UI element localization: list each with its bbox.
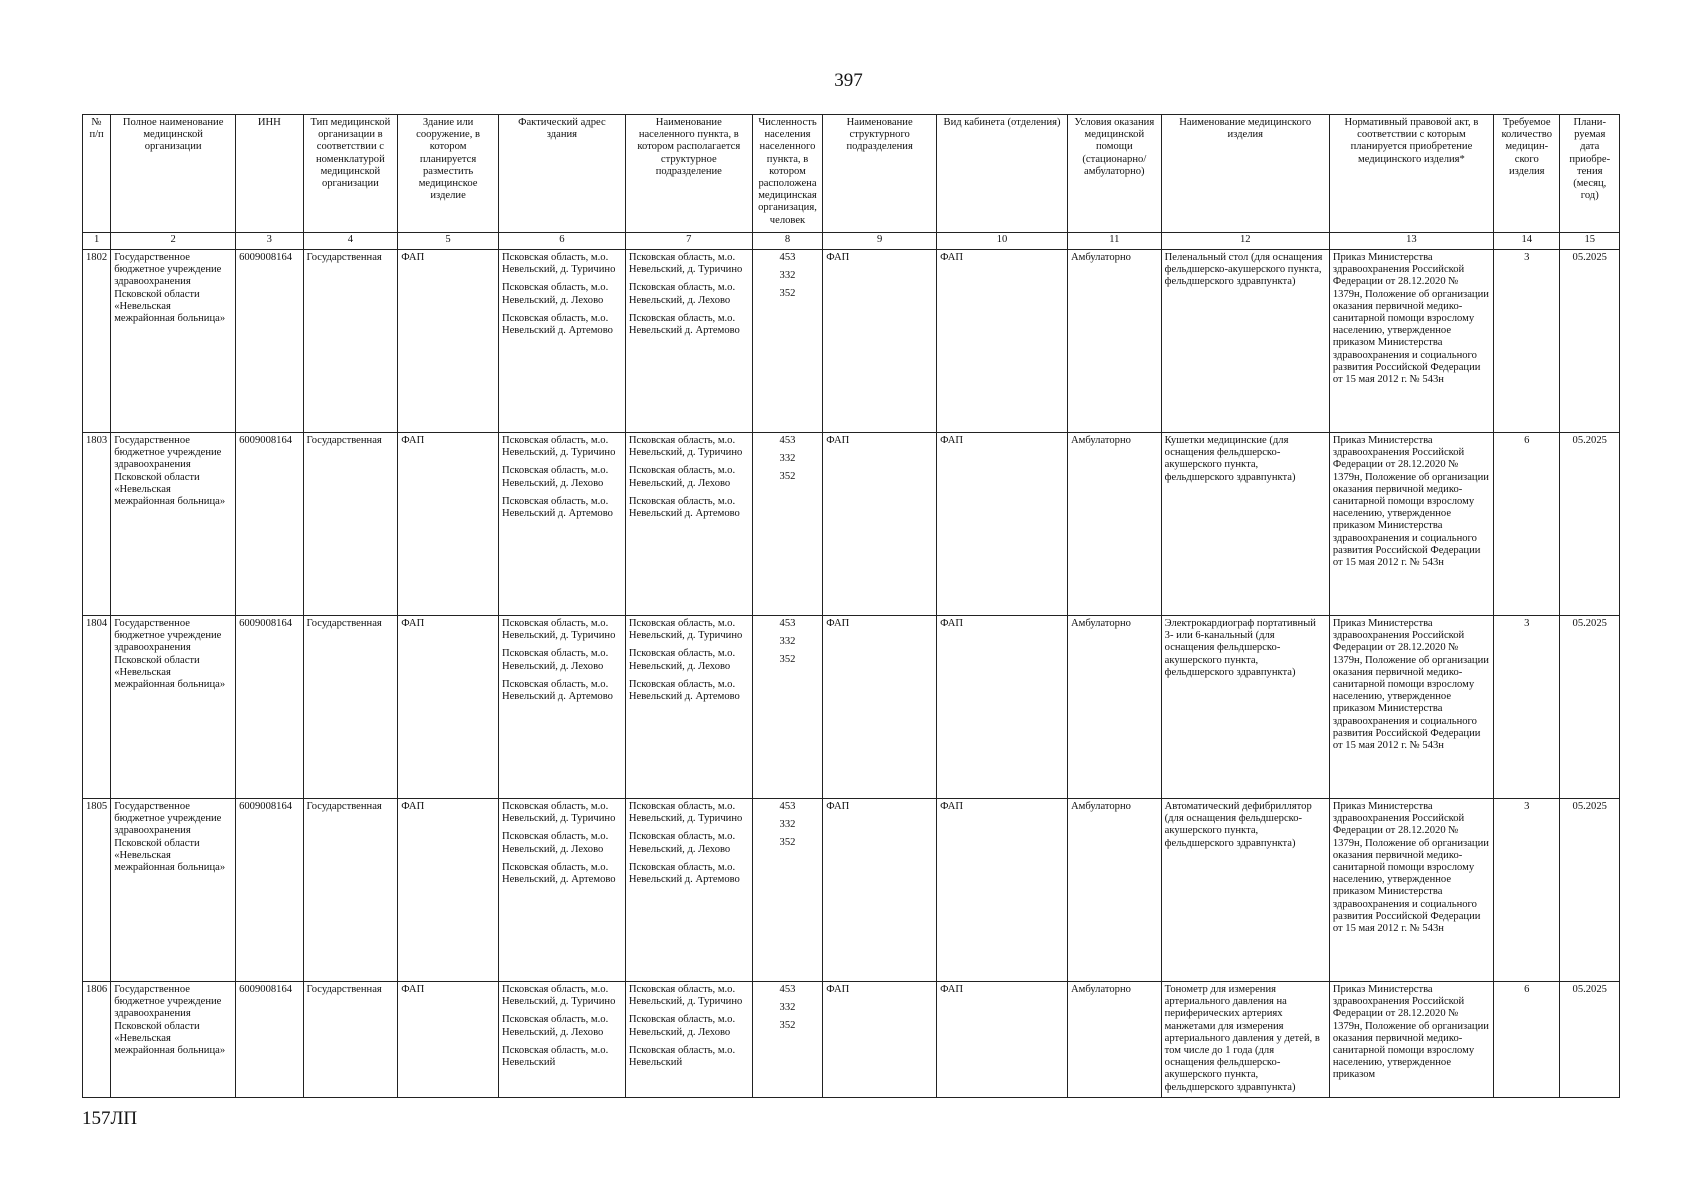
settlement-item: Псковская область, м.о. Невельский, д. Туричино (628, 984, 743, 1008)
column-number: 7 (625, 233, 752, 250)
care-conditions: Амбулаторно (1067, 799, 1161, 982)
settlement-cell (625, 616, 752, 799)
cabinet-type: ФАП (937, 982, 1068, 1098)
column-number: 9 (823, 233, 937, 250)
table-header-row (83, 115, 1620, 233)
population-item: 332 (779, 819, 796, 831)
settlement-item: Псковская область, м.о. Невельский, д. Туричино (628, 618, 743, 642)
cabinet-type: ФАП (937, 433, 1068, 616)
row-number: 1802 (83, 250, 111, 433)
column-number: 11 (1067, 233, 1161, 250)
column-header: Здание или сооружение, в котором планируется разместить медицинское изделие (398, 115, 499, 233)
population-item: 453 (779, 252, 796, 263)
table-row (83, 616, 1620, 799)
settlement-item: Псковская область, м.о. Невельский, д. Туричино (628, 252, 743, 276)
address-item: Псковская область, м.о. Невельский, д. Лехово (501, 831, 609, 855)
column-header: Наименование населенного пункта, в котором располагается структурное подразделение (625, 115, 752, 233)
table-row (83, 982, 1620, 1098)
building: ФАП (398, 616, 499, 799)
settlement-item: Псковская область, м.о. Невельский, д. Туричино (628, 801, 743, 825)
structural-unit: ФАП (823, 250, 937, 433)
column-header: ИНН (236, 115, 303, 233)
structural-unit: ФАП (823, 799, 937, 982)
building: ФАП (398, 982, 499, 1098)
address-item: Псковская область, м.о. Невельский, д. Артемово (501, 861, 616, 886)
address-cell (498, 250, 625, 433)
address-item: Псковская область, м.о. Невельский, д. Лехово (501, 1014, 609, 1038)
structural-unit: ФАП (823, 433, 937, 616)
organization-name: Государственное бюджетное учреждение здравоохранения Псковской области «Невельская межрайонная больница» (111, 433, 236, 616)
legal-act: Приказ Министерства здравоохранения Российской Федерации от 28.12.2020 № 1379н, Положение об организации оказания первичной медико-санитарной помощи взрослому населению, утвержденное приказом Министерства здравоохранения и социального развития Российской Федерации от 15 мая 2012 г. № 543н (1329, 799, 1493, 982)
column-number: 6 (498, 233, 625, 250)
population-cell (752, 616, 823, 799)
address-item: Псковская область, м.о. Невельский, д. Лехово (501, 465, 609, 489)
equipment-table (82, 114, 1620, 1098)
purchase-date: 05.2025 (1560, 799, 1620, 982)
column-header: Плани-руемая дата приобре-тения (месяц, год) (1560, 115, 1620, 233)
population-item: 352 (779, 471, 796, 483)
address-item: Псковская область, м.о. Невельский, д. Туричино (501, 984, 616, 1008)
organization-name: Государственное бюджетное учреждение здравоохранения Псковской области «Невельская межрайонная больница» (111, 616, 236, 799)
settlement-cell (625, 250, 752, 433)
settlement-cell (625, 433, 752, 616)
settlement-item: Псковская область, м.о. Невельский (628, 1044, 736, 1069)
column-number: 2 (111, 233, 236, 250)
column-number: 12 (1161, 233, 1329, 250)
organization-type: Государственная (303, 616, 398, 799)
organization-name: Государственное бюджетное учреждение здравоохранения Псковской области «Невельская межрайонная больница» (111, 250, 236, 433)
care-conditions: Амбулаторно (1067, 982, 1161, 1098)
population-item: 453 (779, 435, 796, 446)
settlement-item: Псковская область, м.о. Невельский д. Артемово (628, 312, 740, 337)
address-cell (498, 433, 625, 616)
settlement-item: Псковская область, м.о. Невельский, д. Туричино (628, 435, 743, 459)
inn-value: 6009008164 (236, 799, 303, 982)
care-conditions: Амбулаторно (1067, 250, 1161, 433)
inn-value: 6009008164 (236, 433, 303, 616)
row-number: 1803 (83, 433, 111, 616)
legal-act: Приказ Министерства здравоохранения Российской Федерации от 28.12.2020 № 1379н, Положение об организации оказания первичной медико-санитарной помощи взрослому населению, утвержденное приказом Министерства здравоохранения и социального развития Российской Федерации от 15 мая 2012 г. № 543н (1329, 250, 1493, 433)
column-header: Требуемое количество медицин-ского изделия (1494, 115, 1560, 233)
column-header: № п/п (83, 115, 111, 233)
quantity: 3 (1494, 616, 1560, 799)
cabinet-type: ФАП (937, 250, 1068, 433)
address-item: Псковская область, м.о. Невельский (501, 1044, 609, 1069)
address-item: Псковская область, м.о. Невельский д. Артемово (501, 678, 613, 703)
legal-act: Приказ Министерства здравоохранения Российской Федерации от 28.12.2020 № 1379н, Положение об организации оказания первичной медико-санитарной помощи взрослому населению, утвержденное приказом (1329, 982, 1493, 1098)
purchase-date: 05.2025 (1560, 433, 1620, 616)
column-header: Вид кабинета (отделения) (937, 115, 1068, 233)
structural-unit: ФАП (823, 982, 937, 1098)
device-name: Пеленальный стол (для оснащения фельдшерско-акушерского пункта, фельдшерского здравпункта) (1161, 250, 1329, 433)
column-header: Наименование медицинского изделия (1161, 115, 1329, 233)
population-item: 332 (779, 453, 796, 465)
structural-unit: ФАП (823, 616, 937, 799)
address-item: Псковская область, м.о. Невельский д. Артемово (501, 495, 613, 520)
organization-type: Государственная (303, 982, 398, 1098)
population-item: 352 (779, 837, 796, 849)
column-number: 14 (1494, 233, 1560, 250)
settlement-item: Псковская область, м.о. Невельский, д. Лехово (628, 648, 736, 672)
building: ФАП (398, 250, 499, 433)
column-number: 8 (752, 233, 823, 250)
address-item: Псковская область, м.о. Невельский, д. Лехово (501, 648, 609, 672)
row-number: 1806 (83, 982, 111, 1098)
column-number: 10 (937, 233, 1068, 250)
legal-act: Приказ Министерства здравоохранения Российской Федерации от 28.12.2020 № 1379н, Положение об организации оказания первичной медико-санитарной помощи взрослому населению, утвержденное приказом Министерства здравоохранения и социального развития Российской Федерации от 15 мая 2012 г. № 543н (1329, 433, 1493, 616)
population-cell (752, 982, 823, 1098)
device-name: Электрокардиограф портативный 3- или 6-канальный (для оснащения фельдшерско-акушерского пункта, фельдшерского здравпункта) (1161, 616, 1329, 799)
organization-name: Государственное бюджетное учреждение здравоохранения Псковской области «Невельская межрайонная больница» (111, 982, 236, 1098)
table-row (83, 433, 1620, 616)
column-number: 3 (236, 233, 303, 250)
legal-act: Приказ Министерства здравоохранения Российской Федерации от 28.12.2020 № 1379н, Положение об организации оказания первичной медико-санитарной помощи взрослому населению, утвержденное приказом Министерства здравоохранения и социального развития Российской Федерации от 15 мая 2012 г. № 543н (1329, 616, 1493, 799)
settlement-item: Псковская область, м.о. Невельский, д. Лехово (628, 1014, 736, 1038)
address-item: Псковская область, м.о. Невельский, д. Туричино (501, 252, 616, 276)
quantity: 6 (1494, 433, 1560, 616)
table-row (83, 250, 1620, 433)
settlement-cell (625, 982, 752, 1098)
address-item: Псковская область, м.о. Невельский, д. Туричино (501, 618, 616, 642)
device-name: Тонометр для измерения артериального давления на периферических артериях манжетами для измерения артериального давления у детей, в том числе до 1 года (для оснащения фельдшерско-акушерского пункта, фельдшерского здравпункта) (1161, 982, 1329, 1098)
settlement-item: Псковская область, м.о. Невельский, д. Лехово (628, 831, 736, 855)
column-header: Наименование структурного подразделения (823, 115, 937, 233)
population-item: 352 (779, 288, 796, 300)
population-item: 352 (779, 1020, 796, 1032)
organization-name: Государственное бюджетное учреждение здравоохранения Псковской области «Невельская межрайонная больница» (111, 799, 236, 982)
column-header: Полное наименование медицинской организации (111, 115, 236, 233)
population-item: 352 (779, 654, 796, 666)
cabinet-type: ФАП (937, 616, 1068, 799)
column-number: 15 (1560, 233, 1620, 250)
settlement-item: Псковская область, м.о. Невельский д. Артемово (628, 861, 740, 886)
inn-value: 6009008164 (236, 982, 303, 1098)
row-number: 1805 (83, 799, 111, 982)
settlement-item: Псковская область, м.о. Невельский д. Артемово (628, 678, 740, 703)
building: ФАП (398, 799, 499, 982)
address-cell (498, 799, 625, 982)
column-header: Условия оказания медицинской помощи (стационарно/ амбулаторно) (1067, 115, 1161, 233)
population-cell (752, 799, 823, 982)
population-item: 453 (779, 801, 796, 812)
row-number: 1804 (83, 616, 111, 799)
table-row (83, 799, 1620, 982)
column-header: Численность населения населенного пункта, в котором расположена медицинская организация, человек (752, 115, 823, 233)
population-cell (752, 250, 823, 433)
device-name: Автоматический дефибриллятор (для оснащения фельдшерско-акушерского пункта, фельдшерского здравпункта) (1161, 799, 1329, 982)
quantity: 3 (1494, 250, 1560, 433)
column-number: 1 (83, 233, 111, 250)
column-header: Фактический адрес здания (498, 115, 625, 233)
address-cell (498, 982, 625, 1098)
device-name: Кушетки медицинские (для оснащения фельдшерско-акушерского пункта, фельдшерского здравпункта) (1161, 433, 1329, 616)
column-number: 4 (303, 233, 398, 250)
organization-type: Государственная (303, 433, 398, 616)
address-item: Псковская область, м.о. Невельский, д. Лехово (501, 282, 609, 306)
building: ФАП (398, 433, 499, 616)
quantity: 6 (1494, 982, 1560, 1098)
quantity: 3 (1494, 799, 1560, 982)
table-body (83, 250, 1620, 1098)
page-number: 397 (834, 70, 863, 91)
care-conditions: Амбулаторно (1067, 616, 1161, 799)
inn-value: 6009008164 (236, 250, 303, 433)
population-item: 332 (779, 270, 796, 282)
column-number: 5 (398, 233, 499, 250)
purchase-date: 05.2025 (1560, 616, 1620, 799)
address-item: Псковская область, м.о. Невельский, д. Туричино (501, 435, 616, 459)
settlement-item: Псковская область, м.о. Невельский, д. Лехово (628, 282, 736, 306)
organization-type: Государственная (303, 250, 398, 433)
address-item: Псковская область, м.о. Невельский, д. Туричино (501, 801, 616, 825)
population-item: 453 (779, 984, 796, 995)
address-item: Псковская область, м.о. Невельский д. Артемово (501, 312, 613, 337)
document-code: 157ЛП (82, 1108, 138, 1129)
column-number-row (83, 233, 1620, 250)
column-number: 13 (1329, 233, 1493, 250)
settlement-item: Псковская область, м.о. Невельский, д. Лехово (628, 465, 736, 489)
purchase-date: 05.2025 (1560, 982, 1620, 1098)
cabinet-type: ФАП (937, 799, 1068, 982)
population-item: 332 (779, 636, 796, 648)
column-header: Нормативный правовой акт, в соответствии с которым планируется приобретение медицинского изделия* (1329, 115, 1493, 233)
address-cell (498, 616, 625, 799)
purchase-date: 05.2025 (1560, 250, 1620, 433)
column-header: Тип медицинской организации в соответствии с номенклатурой медицинской организации (303, 115, 398, 233)
inn-value: 6009008164 (236, 616, 303, 799)
organization-type: Государственная (303, 799, 398, 982)
settlement-cell (625, 799, 752, 982)
care-conditions: Амбулаторно (1067, 433, 1161, 616)
settlement-item: Псковская область, м.о. Невельский д. Артемово (628, 495, 740, 520)
population-item: 453 (779, 618, 796, 629)
population-item: 332 (779, 1002, 796, 1014)
population-cell (752, 433, 823, 616)
